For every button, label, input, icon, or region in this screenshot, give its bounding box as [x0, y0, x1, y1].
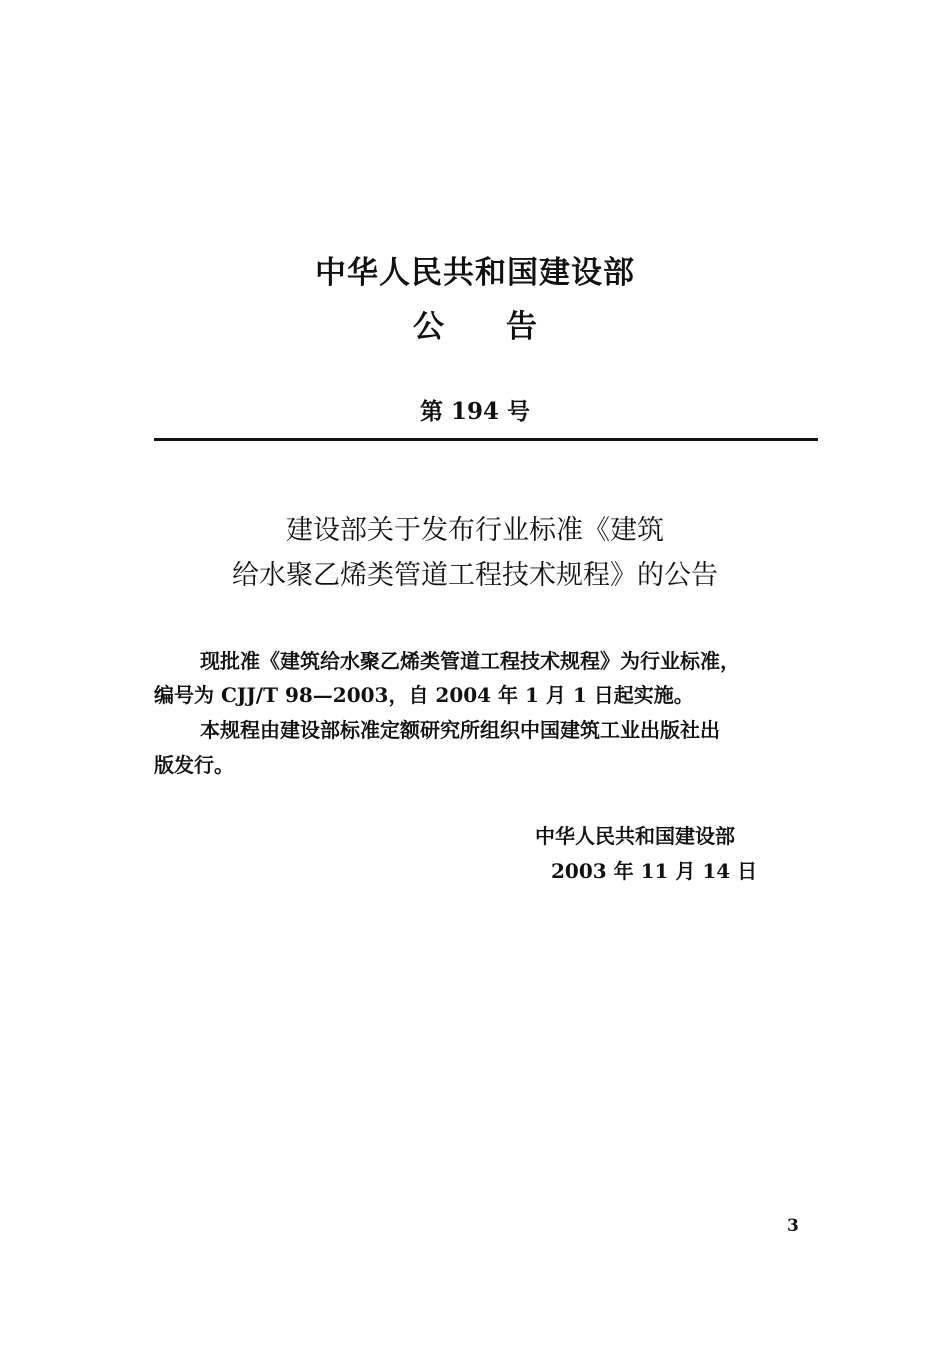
body-paragraph-1-line-1: 现批准《建筑给水聚乙烯类管道工程技术规程》为行业标准， [200, 649, 740, 673]
body-paragraph-1-line-2: 编号为 CJJ/T 98—2003，自 2004 年 1 月 1 日起实施。 [154, 683, 694, 707]
document-number: 第 194 号 [419, 398, 531, 425]
announcement-title-line-2: 给水聚乙烯类管道工程技术规程》的公告 [232, 560, 718, 591]
body-paragraph-2-line-2: 版发行。 [154, 753, 234, 777]
signature-organization: 中华人民共和国建设部 [535, 824, 735, 848]
body-paragraph-2-line-1: 本规程由建设部标准定额研究所组织中国建筑工业出版社出 [200, 718, 720, 742]
header-divider [154, 438, 818, 441]
page-number: 3 [787, 1216, 799, 1236]
document-type: 公告 [413, 309, 599, 345]
issuing-ministry: 中华人民共和国建设部 [315, 255, 635, 291]
announcement-title-line-1: 建设部关于发布行业标准《建筑 [286, 515, 664, 546]
signature-date: 2003 年 11 月 14 日 [551, 859, 758, 883]
